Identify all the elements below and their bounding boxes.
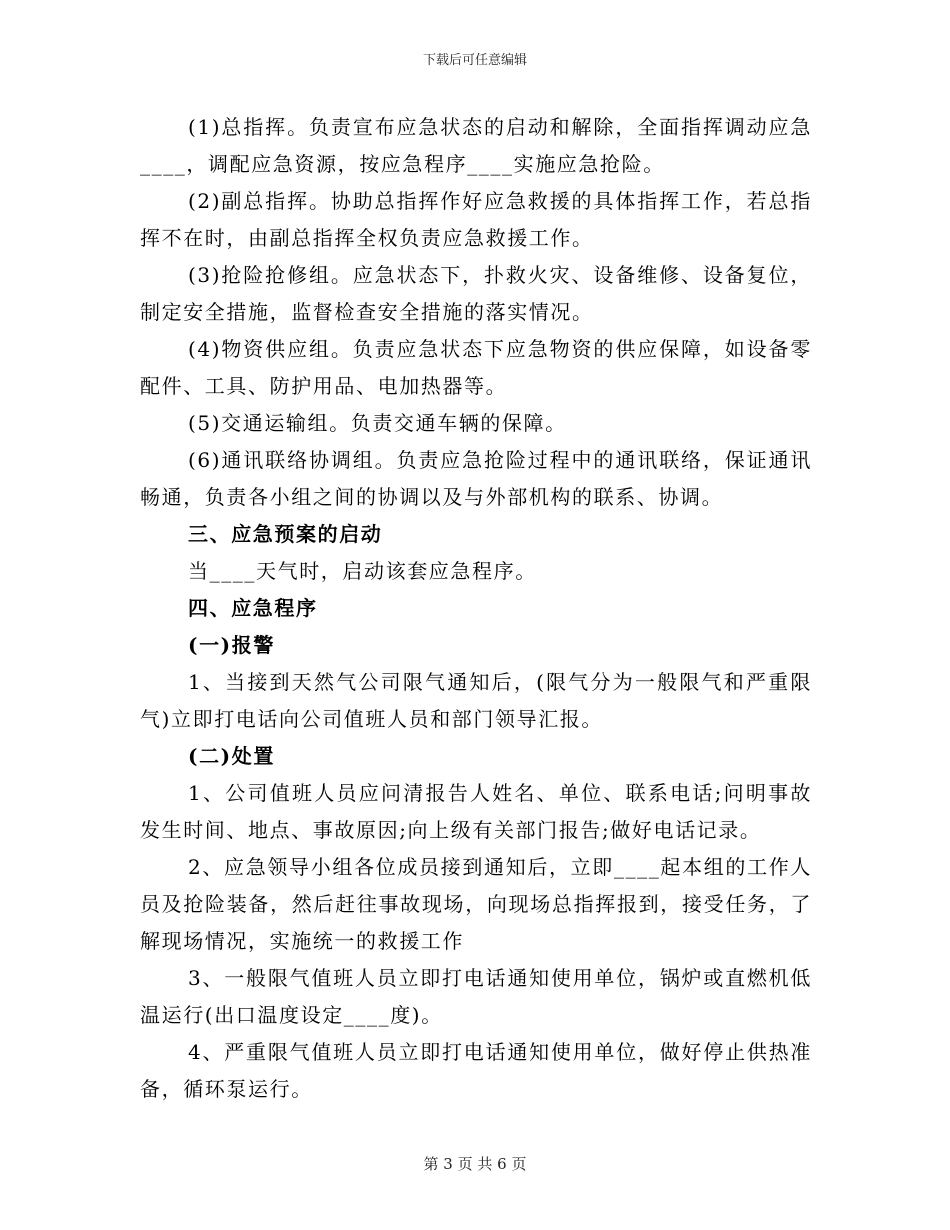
paragraph-handling-4: 4、严重限气值班人员立即打电话通知使用单位，做好停止供热准备，循环泵运行。	[140, 1040, 812, 1101]
paragraph-commander: (1)总指挥。负责宣布应急状态的启动和解除，全面指挥调动应急____，调配应急资源，按应急程序____实施应急抢险。	[140, 115, 812, 176]
page-header: 下载后可任意编辑	[422, 53, 527, 68]
paragraph-communication-team: (6)通讯联络协调组。负责应急抢险过程中的通讯联络，保证通讯畅通，负责各小组之间的协调以及与外部机构的联系、协调。	[140, 448, 812, 509]
section-heading-procedure: 四、应急程序	[188, 596, 318, 620]
page-footer: 第 3 页 共 6 页	[423, 1155, 527, 1173]
paragraph-repair-team: (3)抢险抢修组。应急状态下，扑救火灾、设备维修、设备复位，制定安全措施，监督检查安全措施的落实情况。	[140, 263, 812, 324]
section-heading-plan-start: 三、应急预案的启动	[188, 522, 383, 546]
paragraph-handling-2: 2、应急领导小组各位成员接到通知后，立即____起本组的工作人员及抢险装备，然后赶往事故现场，向现场总指挥报到，接受任务，了解现场情况，实施统一的救援工作	[140, 855, 812, 953]
paragraph-handling-1: 1、公司值班人员应问清报告人姓名、单位、联系电话;问明事故发生时间、地点、事故原因;向上级有关部门报告;做好电话记录。	[140, 781, 812, 842]
paragraph-alarm-1: 1、当接到天然气公司限气通知后，(限气分为一般限气和严重限气)立即打电话向公司值班人员和部门领导汇报。	[140, 670, 812, 731]
paragraph-handling-3: 3、一般限气值班人员立即打电话通知使用单位，锅炉或直燃机低温运行(出口温度设定____度)。	[140, 966, 812, 1027]
paragraph-supply-team: (4)物资供应组。负责应急状态下应急物资的供应保障，如设备零配件、工具、防护用品、电加热器等。	[140, 337, 812, 398]
paragraph-transport-team: (5)交通运输组。负责交通车辆的保障。	[188, 411, 567, 435]
paragraph-deputy-commander: (2)副总指挥。协助总指挥作好应急救援的具体指挥工作，若总指挥不在时，由副总指挥全权负责应急救援工作。	[140, 189, 812, 250]
subsection-heading-handling: (二)处置	[188, 744, 275, 768]
paragraph-plan-start: 当____天气时，启动该套应急程序。	[188, 559, 537, 583]
subsection-heading-alarm: (一)报警	[188, 633, 275, 657]
document-body	[140, 109, 812, 1108]
